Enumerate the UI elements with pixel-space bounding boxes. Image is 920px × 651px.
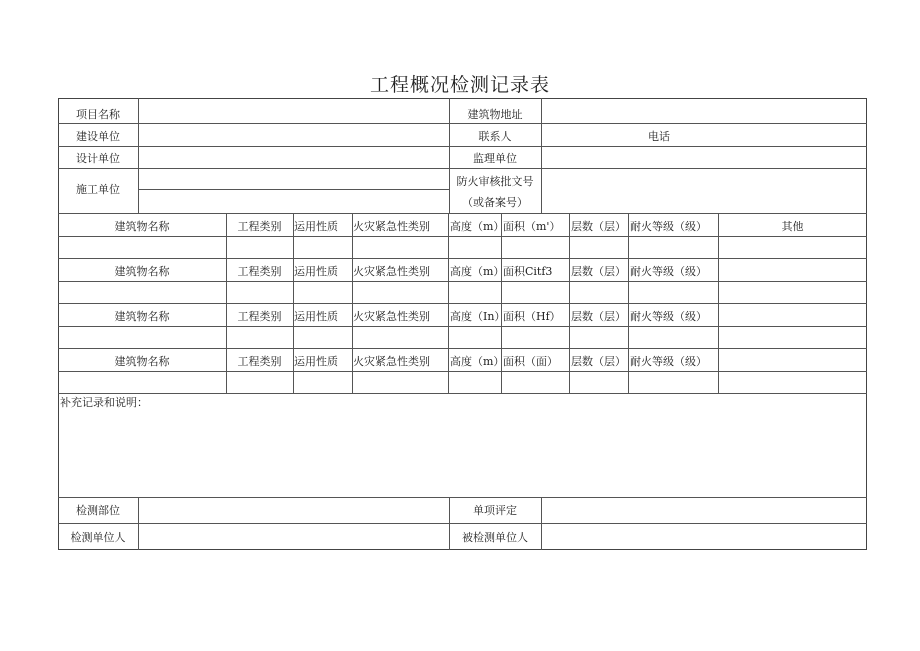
building-cell-name[interactable]: [59, 327, 226, 348]
building-header-usage: 运用性质: [294, 355, 338, 368]
fire-approval-sublabel: （或备案号）: [462, 196, 528, 209]
building-cell-usage[interactable]: [294, 237, 352, 258]
building-cell-name[interactable]: [59, 237, 226, 258]
building-header-height: 高度（In）: [450, 310, 506, 323]
building-cell-fire-grade[interactable]: [629, 327, 718, 348]
building-cell-fire-cat[interactable]: [353, 372, 448, 393]
building-header-name: 建筑物名称: [114, 310, 170, 323]
building-header-fire-cat: 火灾紧急性类别: [353, 310, 430, 323]
supervision-unit-field[interactable]: [542, 147, 866, 168]
building-cell-name[interactable]: [59, 282, 226, 303]
building-header-fire-cat: 火灾紧急性类别: [353, 220, 430, 233]
single-rating-label: 单项评定: [473, 504, 517, 517]
building-cell-other[interactable]: [719, 237, 867, 258]
building-cell-type[interactable]: [227, 372, 293, 393]
builder-unit-label: 施工单位: [76, 183, 120, 196]
building-header-type: 工程类别: [237, 355, 282, 368]
building-header-type: 工程类别: [237, 220, 282, 233]
project-name-label: 项目名称: [76, 108, 120, 121]
building-header-fire-grade: 耐火等级（级）: [630, 310, 707, 323]
building-address-field[interactable]: [542, 99, 866, 123]
building-cell-area[interactable]: [502, 237, 569, 258]
building-header-name: 建筑物名称: [114, 265, 170, 278]
remarks-field[interactable]: [59, 410, 866, 496]
building-cell-fire-cat[interactable]: [353, 237, 448, 258]
building-header-area: 面积（Hf）: [503, 310, 561, 323]
building-cell-fire-grade[interactable]: [629, 282, 718, 303]
fire-approval-field[interactable]: [542, 169, 866, 213]
building-header-fire-grade: 耐火等级（级）: [630, 355, 707, 368]
building-cell-type[interactable]: [227, 237, 293, 258]
inspected-unit-person-label: 被检测单位人: [462, 531, 528, 544]
building-header-area: 面积（面）: [503, 355, 558, 368]
building-cell-type[interactable]: [227, 282, 293, 303]
design-unit-label: 设计单位: [76, 152, 120, 165]
building-cell-floors[interactable]: [570, 237, 628, 258]
building-header-fire-cat: 火灾紧急性类别: [353, 355, 430, 368]
building-cell-usage[interactable]: [294, 372, 352, 393]
building-header-fire-cat: 火灾紧急性类别: [353, 265, 430, 278]
building-header-other: 其他: [781, 220, 804, 233]
building-cell-fire-grade[interactable]: [629, 372, 718, 393]
building-cell-height[interactable]: [449, 237, 501, 258]
building-header-floors: 层数（层）: [571, 355, 626, 368]
building-header-type: 工程类别: [237, 265, 282, 278]
building-cell-floors[interactable]: [570, 282, 628, 303]
project-name-field[interactable]: [139, 99, 449, 123]
building-header-floors: 层数（层）: [571, 265, 626, 278]
building-cell-height[interactable]: [449, 372, 501, 393]
building-cell-type[interactable]: [227, 327, 293, 348]
form-title: 工程概况检测记录表: [369, 74, 550, 96]
building-cell-area[interactable]: [502, 327, 569, 348]
building-header-area: 面积（m'）: [503, 220, 561, 233]
building-cell-other[interactable]: [719, 372, 867, 393]
building-address-label: 建筑物地址: [467, 108, 523, 121]
building-cell-fire-cat[interactable]: [353, 327, 448, 348]
building-header-name: 建筑物名称: [114, 220, 170, 233]
building-header-usage: 运用性质: [294, 310, 338, 323]
building-cell-fire-grade[interactable]: [629, 237, 718, 258]
construction-unit-field[interactable]: [139, 124, 449, 146]
construction-unit-label: 建设单位: [76, 130, 120, 143]
phone-label: 电话: [648, 130, 670, 143]
building-cell-fire-cat[interactable]: [353, 282, 448, 303]
building-cell-other[interactable]: [719, 282, 867, 303]
building-cell-area[interactable]: [502, 282, 569, 303]
fire-approval-label: 防火审核批文号: [456, 175, 534, 188]
building-header-name: 建筑物名称: [114, 355, 170, 368]
building-header-height: 高度（m）: [450, 265, 505, 278]
single-rating-field[interactable]: [542, 498, 866, 523]
inspection-part-label: 检测部位: [76, 504, 120, 517]
building-header-usage: 运用性质: [294, 220, 338, 233]
design-unit-field[interactable]: [139, 147, 449, 168]
remarks-label: 补充记录和说明：: [60, 396, 148, 409]
building-cell-height[interactable]: [449, 282, 501, 303]
building-header-type: 工程类别: [237, 310, 282, 323]
building-cell-height[interactable]: [449, 327, 501, 348]
building-header-floors: 层数（层）: [571, 220, 626, 233]
building-header-usage: 运用性质: [294, 265, 338, 278]
building-header-fire-grade: 耐火等级（级）: [630, 220, 707, 233]
inspection-unit-person-field[interactable]: [139, 524, 449, 549]
inspected-unit-person-field[interactable]: [542, 524, 866, 549]
building-header-area: 面积Citf3: [503, 265, 553, 278]
building-header-fire-grade: 耐火等级（级）: [630, 265, 707, 278]
inspection-part-field[interactable]: [139, 498, 449, 523]
building-header-floors: 层数（层）: [571, 310, 626, 323]
building-header-height: 高度（m）: [450, 220, 505, 233]
building-cell-floors[interactable]: [570, 327, 628, 348]
building-cell-name[interactable]: [59, 372, 226, 393]
building-cell-floors[interactable]: [570, 372, 628, 393]
supervision-unit-label: 监理单位: [473, 152, 517, 165]
building-header-height: 高度（m）: [450, 355, 505, 368]
building-cell-area[interactable]: [502, 372, 569, 393]
building-cell-usage[interactable]: [294, 282, 352, 303]
contact-label: 联系人: [478, 130, 512, 143]
building-cell-other[interactable]: [719, 327, 867, 348]
building-cell-usage[interactable]: [294, 327, 352, 348]
inspection-unit-person-label: 检测单位人: [70, 531, 126, 544]
builder-unit-field[interactable]: [139, 169, 449, 213]
